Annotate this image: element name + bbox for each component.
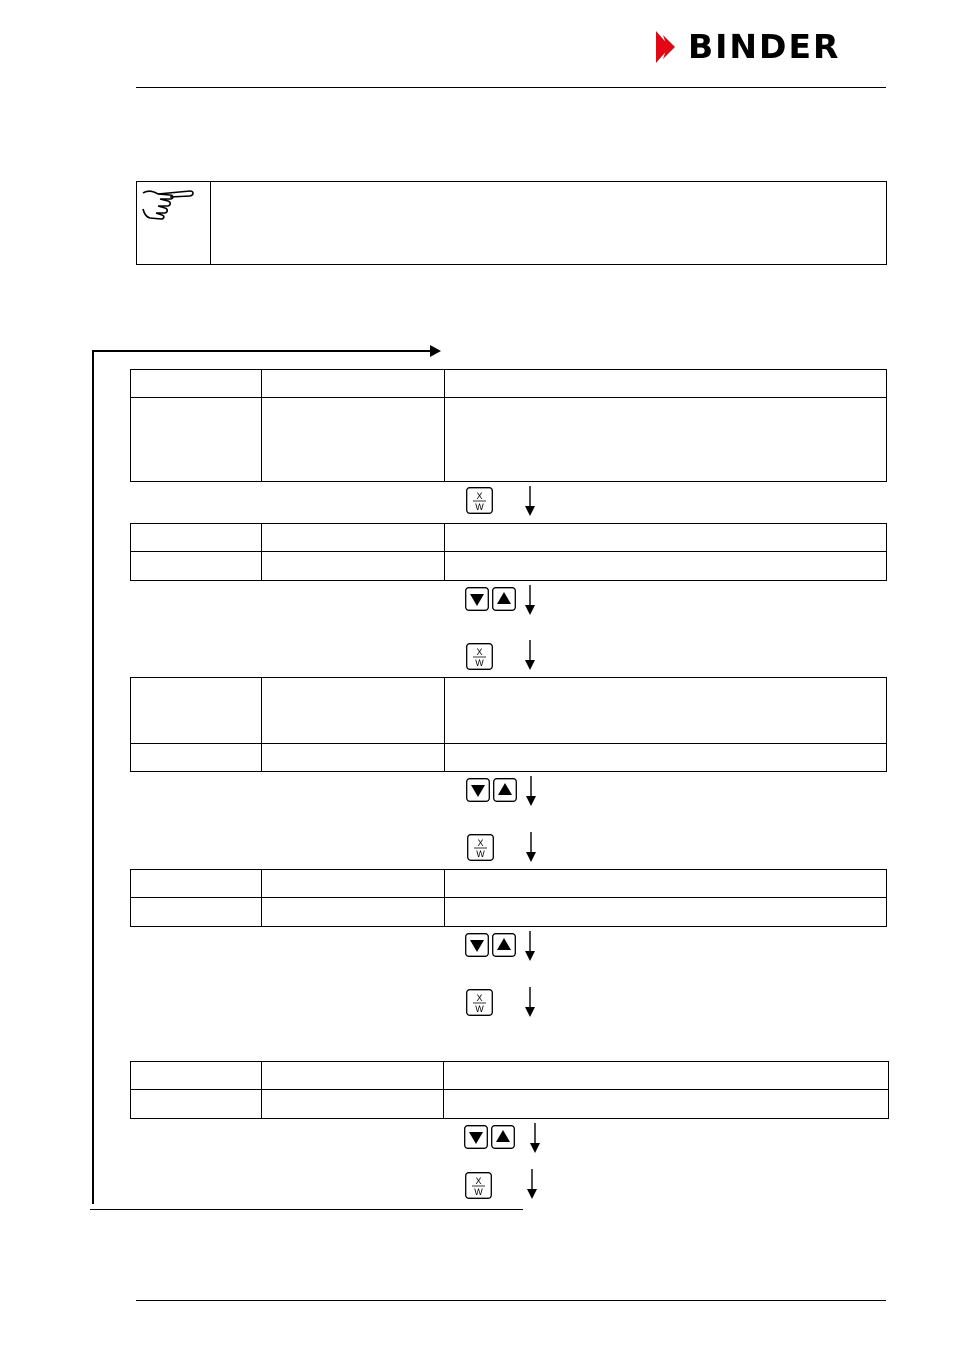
- table-cell: [262, 1090, 444, 1119]
- down-key-button[interactable]: [466, 778, 490, 802]
- arrow-down-icon: [525, 640, 535, 670]
- table-cell: [445, 898, 887, 927]
- table-cell: [445, 398, 887, 482]
- loop-arrowhead-right-icon: [430, 345, 441, 357]
- up-key-button[interactable]: [492, 587, 516, 611]
- table-cell: [262, 524, 445, 552]
- svg-text:W: W: [475, 1004, 484, 1014]
- arrow-down-icon: [526, 776, 536, 806]
- settings-table-1: [130, 369, 887, 482]
- note-box: [136, 181, 887, 265]
- table-cell: [262, 370, 445, 398]
- svg-text:W: W: [474, 1187, 483, 1197]
- loop-bottom-line: [90, 1209, 523, 1210]
- down-key-button[interactable]: [465, 587, 489, 611]
- svg-text:X: X: [475, 1176, 482, 1186]
- table-cell: [131, 398, 262, 482]
- binder-logo: [656, 29, 888, 65]
- settings-table-2: [130, 523, 887, 581]
- binder-logo-mark-icon: [656, 29, 680, 65]
- table-cell: [131, 870, 262, 898]
- arrow-down-icon: [527, 1169, 537, 1199]
- arrow-down-icon: [526, 832, 536, 862]
- svg-text:W: W: [476, 849, 485, 859]
- arrow-down-icon: [525, 931, 535, 961]
- table-cell: [445, 744, 887, 772]
- table-cell: [262, 744, 445, 772]
- down-key-button[interactable]: [464, 1125, 488, 1149]
- svg-text:X: X: [476, 491, 483, 501]
- up-key-button[interactable]: [493, 778, 517, 802]
- table-cell: [131, 1062, 262, 1090]
- set-key-button[interactable]: [466, 487, 493, 514]
- svg-text:W: W: [475, 658, 484, 668]
- table-cell: [131, 370, 262, 398]
- set-key-button[interactable]: [467, 834, 494, 861]
- pointing-hand-icon: [140, 185, 204, 229]
- arrow-down-icon: [525, 987, 535, 1017]
- loop-vertical-line: [92, 350, 94, 1204]
- table-cell: [131, 678, 262, 744]
- table-cell: [262, 898, 445, 927]
- settings-table-4: [130, 869, 887, 927]
- set-key-button[interactable]: [465, 1172, 492, 1199]
- settings-table-5: [130, 1061, 889, 1119]
- svg-text:X: X: [476, 647, 483, 657]
- table-cell: [131, 524, 262, 552]
- table-cell: [262, 398, 445, 482]
- arrow-down-icon: [525, 585, 535, 615]
- table-cell: [262, 1062, 444, 1090]
- header-rule: [136, 87, 886, 88]
- arrow-down-icon: [530, 1123, 540, 1153]
- up-key-button[interactable]: [492, 933, 516, 957]
- table-cell: [445, 552, 887, 581]
- table-cell: [445, 870, 887, 898]
- table-cell: [444, 1090, 889, 1119]
- table-cell: [262, 678, 445, 744]
- table-cell: [131, 1090, 262, 1119]
- set-key-button[interactable]: [466, 989, 493, 1016]
- table-cell: [445, 524, 887, 552]
- table-cell: [445, 678, 887, 744]
- note-divider: [210, 182, 211, 264]
- up-key-button[interactable]: [491, 1125, 515, 1149]
- arrow-down-icon: [525, 486, 535, 516]
- table-cell: [445, 370, 887, 398]
- table-cell: [131, 898, 262, 927]
- table-cell: [131, 552, 262, 581]
- table-cell: [444, 1062, 889, 1090]
- set-key-button[interactable]: [466, 643, 493, 670]
- table-cell: [262, 870, 445, 898]
- settings-table-3: [130, 677, 887, 772]
- brand-name: BINDER: [688, 27, 841, 66]
- down-key-button[interactable]: [465, 933, 489, 957]
- table-cell: [262, 552, 445, 581]
- svg-text:W: W: [475, 502, 484, 512]
- svg-text:X: X: [476, 993, 483, 1003]
- loop-top-line: [92, 350, 432, 352]
- svg-text:X: X: [477, 838, 484, 848]
- footer-rule: [136, 1300, 886, 1301]
- table-cell: [131, 744, 262, 772]
